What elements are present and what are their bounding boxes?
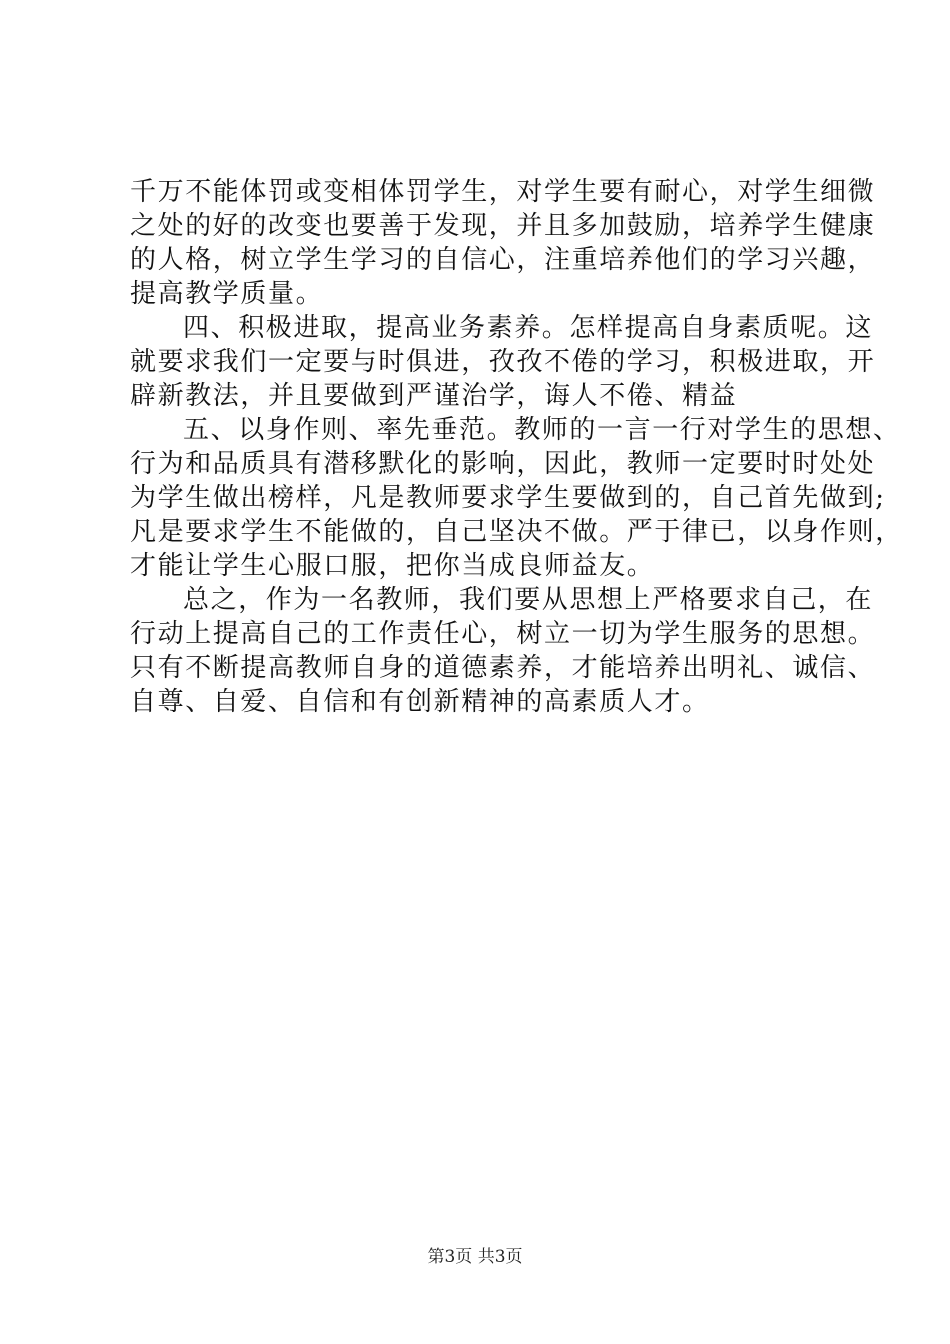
text-line: 才能让学生心服口服，把你当成良师益友。 [130, 551, 655, 581]
conclusion-first-line: 总之，作为一名教师，我们要从思想上严格要求自己，在 [183, 585, 874, 615]
document-body [130, 175, 903, 719]
text-line: 辟新教法，并且要做到严谨治学，诲人不倦、精益 [130, 381, 738, 411]
text-line: 行为和品质具有潜移默化的影响，因此，教师一定要时时处处 [130, 449, 876, 479]
section-four-first-line: 四、积极进取，提高业务素养。怎样提高自身素质呢。这 [183, 313, 874, 343]
text-line: 提高教学质量。 [130, 279, 324, 309]
text-line: 凡是要求学生不能做的，自己坚决不做。严于律已，以身作则， [130, 517, 903, 547]
text-line: 千万不能体罚或变相体罚学生，对学生要有耐心，对学生细微 [130, 177, 876, 207]
section-five-first-line: 五、以身作则、率先垂范。教师的一言一行对学生的思想、 [183, 415, 901, 445]
page-number-footer: 第3页 共3页 [427, 1247, 523, 1267]
text-line: 自尊、自爱、自信和有创新精神的高素质人才。 [130, 687, 710, 717]
text-line: 的人格，树立学生学习的自信心，注重培养他们的学习兴趣， [130, 245, 876, 275]
text-line: 只有不断提高教师自身的道德素养，才能培养出明礼、诚信、 [130, 653, 876, 683]
text-line: 就要求我们一定要与时俱进，孜孜不倦的学习，积极进取，开 [130, 347, 876, 377]
text-line: 之处的好的改变也要善于发现，并且多加鼓励，培养学生健康 [130, 211, 876, 241]
text-line: 为学生做出榜样，凡是教师要求学生要做到的，自己首先做到; [130, 483, 886, 513]
text-line: 行动上提高自己的工作责任心，树立一切为学生服务的思想。 [130, 619, 876, 649]
